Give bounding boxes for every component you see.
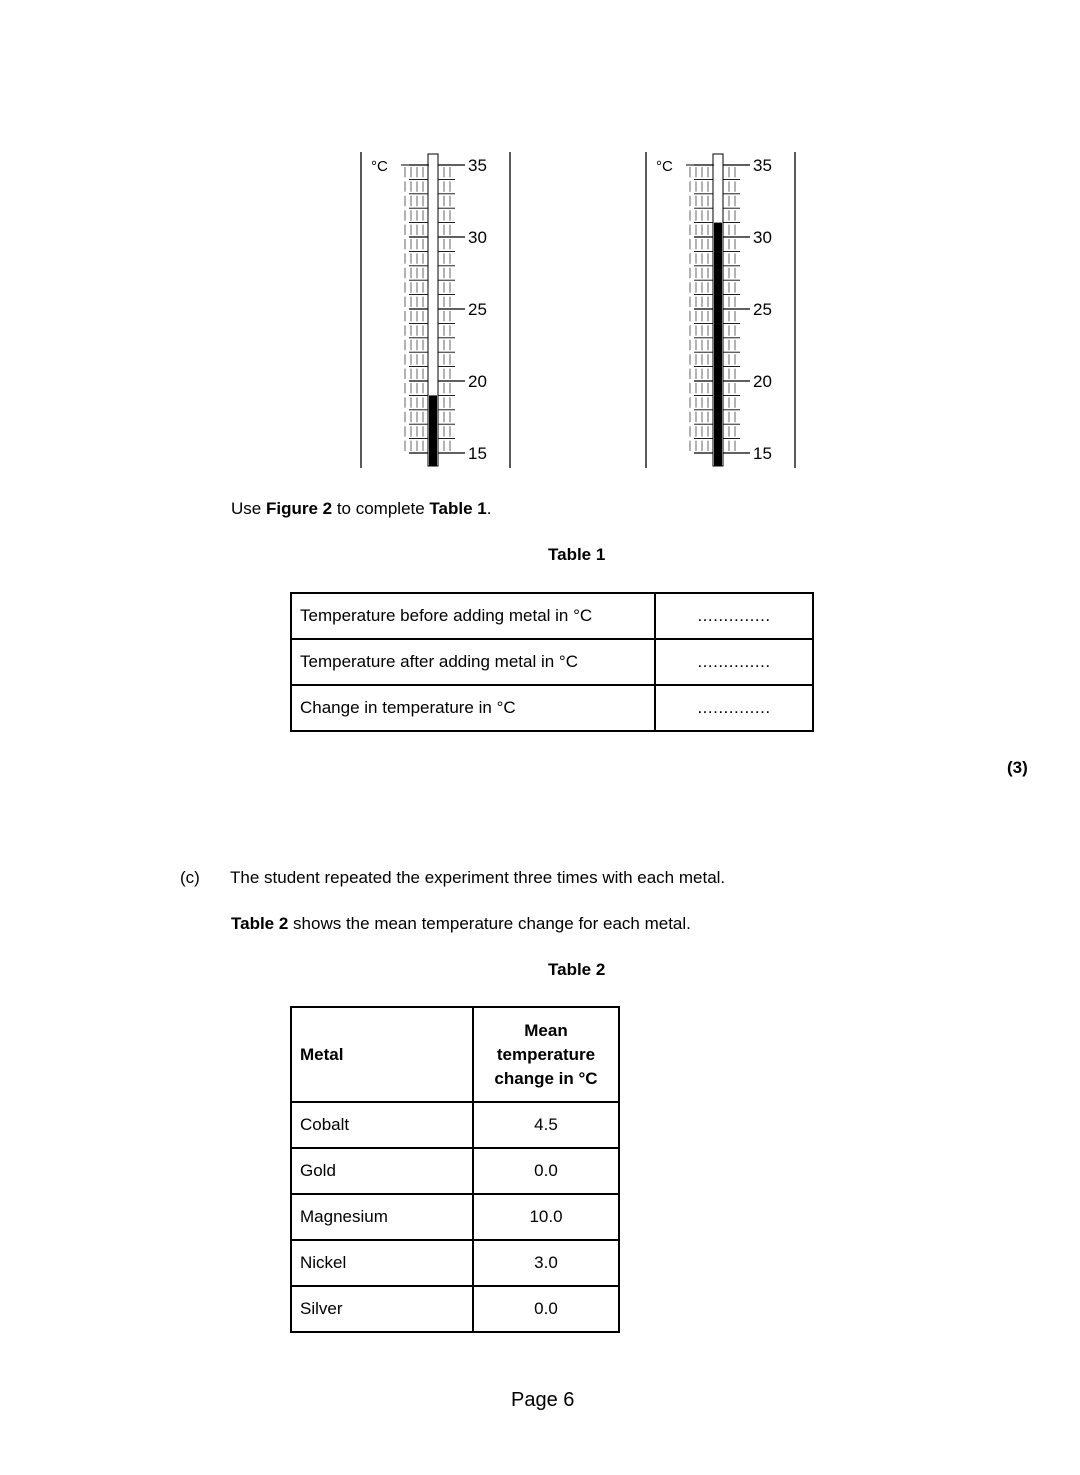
header-metal: Metal <box>291 1007 473 1102</box>
mercury-column <box>429 395 437 466</box>
table-row <box>291 1286 619 1332</box>
table1-caption: Table 1 <box>548 545 606 564</box>
scale-label: 20 <box>468 372 487 391</box>
mercury-column <box>714 223 722 466</box>
thermometer-after <box>640 150 800 470</box>
marks-label: (3) <box>1007 758 1028 777</box>
temp-change: 0.0 <box>473 1148 619 1194</box>
scale-label: 35 <box>468 156 487 175</box>
table-row <box>291 1194 619 1240</box>
scale-label: 20 <box>753 372 772 391</box>
scale-label: 15 <box>753 444 772 463</box>
scale-label: 30 <box>753 228 772 247</box>
table2 <box>290 1006 620 1333</box>
scale-label: 25 <box>753 300 772 319</box>
unit-label: °C <box>371 158 388 175</box>
answer-blank[interactable]: .............. <box>655 593 813 639</box>
scale-label: 15 <box>468 444 487 463</box>
answer-blank[interactable]: .............. <box>655 685 813 731</box>
header-temp-change: Mean temperature change in °C <box>473 1007 619 1102</box>
table-row <box>291 685 813 731</box>
table1 <box>290 592 814 732</box>
instruction-text: Use Figure 2 to complete Table 1. <box>231 499 492 518</box>
table-row <box>291 593 813 639</box>
part-c-label: (c) <box>180 868 200 887</box>
part-c-text2: Table 2 shows the mean temperature change for each metal. <box>231 914 691 933</box>
page-number: Page 6 <box>511 1389 575 1411</box>
table-row <box>291 639 813 685</box>
metal-name: Silver <box>291 1286 473 1332</box>
scale-label: 30 <box>468 228 487 247</box>
thermometer-before <box>355 150 515 470</box>
temp-change: 3.0 <box>473 1240 619 1286</box>
table-row <box>291 1148 619 1194</box>
temp-change: 10.0 <box>473 1194 619 1240</box>
unit-label: °C <box>656 158 673 175</box>
table2-caption: Table 2 <box>548 960 606 979</box>
scale-label: 25 <box>468 300 487 319</box>
metal-name: Gold <box>291 1148 473 1194</box>
metal-name: Nickel <box>291 1240 473 1286</box>
metal-name: Magnesium <box>291 1194 473 1240</box>
part-c-text: The student repeated the experiment three times with each metal. <box>230 868 726 887</box>
metal-name: Cobalt <box>291 1102 473 1148</box>
table-row <box>291 1240 619 1286</box>
temp-change: 0.0 <box>473 1286 619 1332</box>
temp-change: 4.5 <box>473 1102 619 1148</box>
scale-label: 35 <box>753 156 772 175</box>
table1-label: Temperature before adding metal in °C <box>291 593 655 639</box>
table-header-row <box>291 1007 619 1102</box>
table-row <box>291 1102 619 1148</box>
table1-label: Change in temperature in °C <box>291 685 655 731</box>
table1-label: Temperature after adding metal in °C <box>291 639 655 685</box>
answer-blank[interactable]: .............. <box>655 639 813 685</box>
